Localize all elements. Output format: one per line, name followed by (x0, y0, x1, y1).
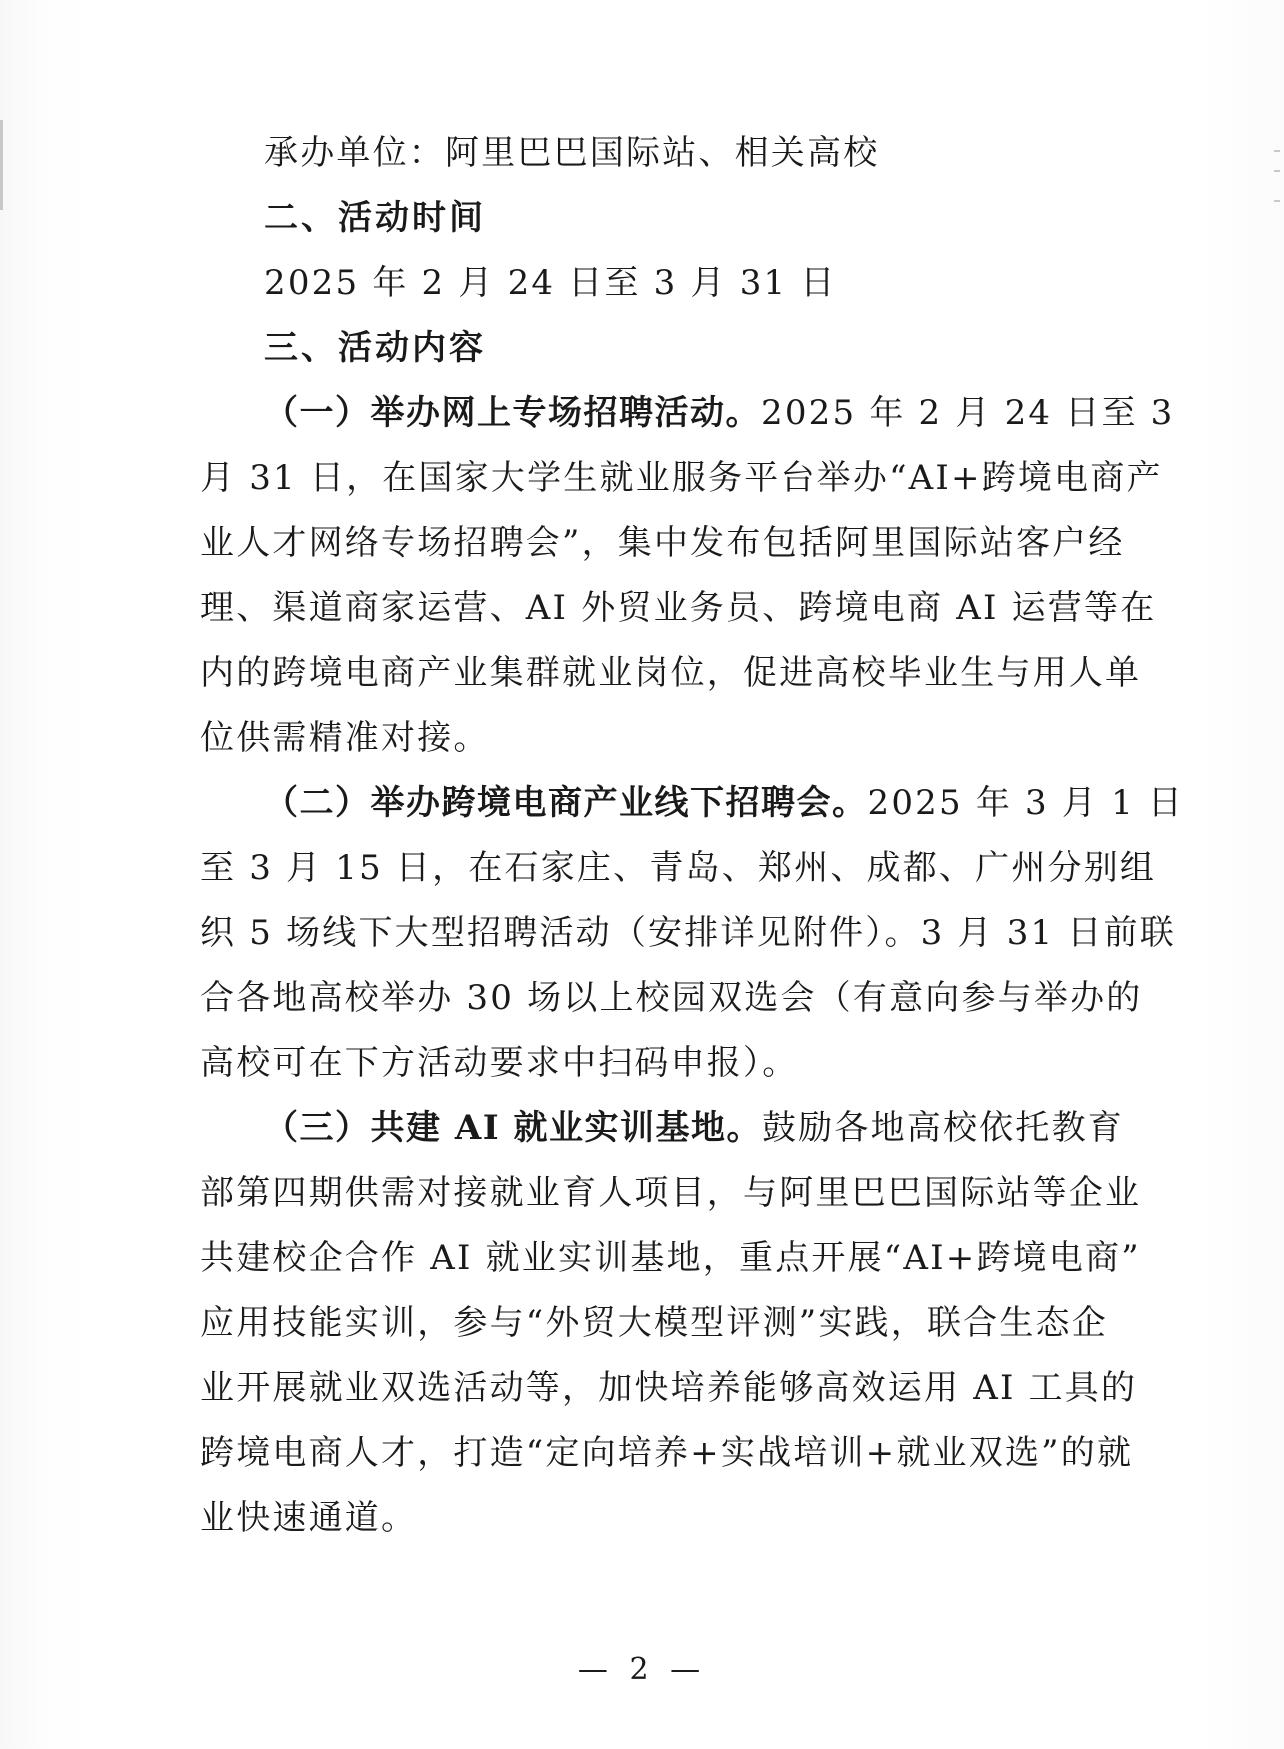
activity-date: 2025 年 2 月 24 日至 3 月 31 日 (264, 263, 837, 303)
item3-line: 业开展就业双选活动等，加快培养能够高效运用 AI 工具的 (200, 1368, 1138, 1408)
page-number: — 2 — (577, 1652, 707, 1687)
item2-line: 高校可在下方活动要求中扫码申报）。 (200, 1043, 799, 1083)
item1-title: （一）举办网上专场招聘活动。 (264, 393, 761, 433)
item3-line: 业快速通道。 (200, 1498, 418, 1538)
item3-line: 共建校企合作 AI 就业实训基地，重点开展“AI+跨境电商” (200, 1238, 1141, 1278)
item1-line: 业人才网络专场招聘会”，集中发布包括阿里国际站客户经 (200, 523, 1125, 563)
item3-title: （三）共建 AI 就业实训基地。 (264, 1108, 762, 1148)
item2-line: 至 3 月 15 日，在石家庄、青岛、郑州、成都、广州分别组 (200, 848, 1157, 888)
item2-line: 合各地高校举办 30 场以上校园双选会（有意向参与举办的 (200, 978, 1143, 1018)
scan-edge-mark (1274, 170, 1280, 172)
item2-line: 织 5 场线下大型招聘活动（安排详见附件）。3 月 31 日前联 (200, 913, 1176, 953)
organizer-line: 承办单位：阿里巴巴国际站、相关高校 (264, 133, 880, 173)
item3-line: 应用技能实训，参与“外贸大模型评测”实践，联合生态企 (200, 1303, 1108, 1343)
item1-first-line (264, 393, 1175, 433)
section-heading-content: 三、活动内容 (264, 328, 486, 368)
item1-line: 月 31 日，在国家大学生就业服务平台举办“AI+跨境电商产 (200, 458, 1163, 498)
item1-line: 理、渠道商家运营、AI 外贸业务员、跨境电商 AI 运营等在 (200, 588, 1157, 628)
item3-line: 部第四期供需对接就业育人项目，与阿里巴巴国际站等企业 (200, 1173, 1142, 1213)
item2-title: （二）举办跨境电商产业线下招聘会。 (264, 783, 868, 823)
item2-first-line (264, 783, 1185, 823)
item1-text: 2025 年 2 月 24 日至 3 (761, 393, 1175, 433)
item2-text: 2025 年 3 月 1 日 (867, 783, 1185, 823)
scan-edge-mark (1274, 200, 1280, 202)
item3-first-line (264, 1108, 1124, 1148)
scan-edge-mark (1274, 150, 1280, 152)
section-heading-time: 二、活动时间 (264, 198, 486, 238)
item3-line: 跨境电商人才，打造“定向培养+实战培训+就业双选”的就 (200, 1433, 1134, 1473)
item1-line: 位供需精准对接。 (200, 718, 490, 758)
item3-text: 鼓励各地高校依托教育 (761, 1108, 1124, 1148)
item1-line: 内的跨境电商产业集群就业岗位，促进高校毕业生与用人单 (200, 653, 1142, 693)
scan-edge-mark (0, 120, 3, 210)
